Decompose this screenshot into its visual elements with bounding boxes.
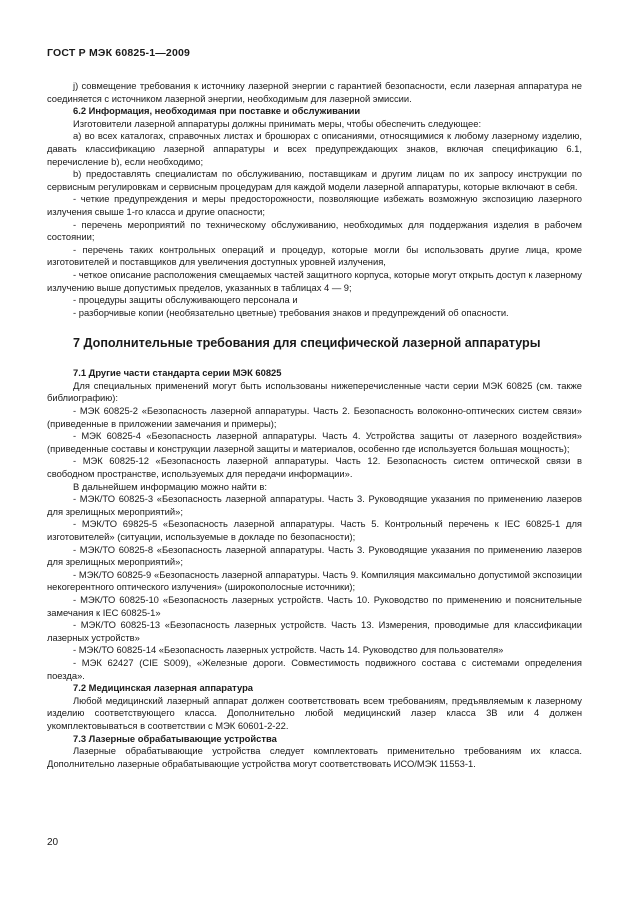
list-item: - МЭК 60825-4 «Безопасность лазерной аппаратуры. Часть 4. Устройства защиты от лазерного воздействия» (приведенные составы и конструкции лазерной защиты и материалов, особенно где используется большая мощность); [47,430,582,454]
paragraph: b) предоставлять специалистам по обслуживанию, поставщикам и другим лицам по их запросу инструкции по сервисным регулировкам и сервисным процедурам для каждой модели лазерной аппаратуры, которые включают в себя. [47,168,582,192]
list-item: - МЭК/ТО 60825-8 «Безопасность лазерной аппаратуры. Часть 3. Руководящие указания по применению лазеров для зрелищных мероприятий»; [47,543,582,568]
page-number: 20 [47,837,59,848]
document-header: ГОСТ Р МЭК 60825-1—2009 [47,47,191,59]
list-item: - процедуры защиты обслуживающего персонала и [73,294,298,306]
list-item: - разборчивые копии (необязательно цветные) требования знаков и предупреждений об опасности. [73,306,509,318]
section-heading-7-2: 7.2 Медицинская лазерная аппаратура [73,682,254,694]
list-item: - МЭК 60825-12 «Безопасность лазерной аппаратуры. Часть 12. Безопасность систем оптической связи в свободном пространстве, используемых для передачи информации». [47,455,582,480]
list-item: - МЭК/ТО 60825-9 «Безопасность лазерной аппаратуры. Часть 9. Компиляция максимально допустимой экспозиции некогерентного оптического излучения» (широкополосные источники); [47,568,582,593]
list-item: - МЭК/ТО 60825-10 «Безопасность лазерных устройств. Часть 10. Руководство по применению и пояснительные замечания к IEC 60825-1» [47,593,582,618]
list-item: - МЭК 60825-2 «Безопасность лазерной аппаратуры. Часть 2. Безопасность волоконно-оптических систем связи» (приведенные в приложении замечания и примеры); [47,405,582,429]
section-7-1-body [47,380,582,682]
list-item: - четкие предупреждения и меры предосторожности, позволяющие избежать возможную экспозицию лазерного излучения свыше 1-го класса и другие опасности; [47,193,582,217]
paragraph: Лазерные обрабатывающие устройства следует комплектовать применительно требованиям их класса. Дополнительно лазерные обрабатывающие устройства могут соответствовать ИСО/МЭК 11553-1. [47,745,582,769]
section-heading-7-3: 7.3 Лазерные обрабатывающие устройства [73,732,277,744]
paragraph: В дальнейшем информацию можно найти в: [73,480,267,492]
list-item: - МЭК 62427 (CIE S009), «Железные дороги. Совместимость подвижного состава с системами определения поезда». [47,656,582,681]
page-body [47,80,582,770]
list-item: - МЭК/ТО 69825-5 «Безопасность лазерной аппаратуры. Часть 5. Контрольный перечень к IEC 60825-1 для изготовителей» (ситуации, используемые в докладе по безопасности); [47,518,582,542]
list-item: - перечень таких контрольных операций и процедур, которые могли бы использовать другие лица, кроме изготовителей и поставщиков для увеличения доступных уровней излучения, [47,243,582,268]
section-6-2-body [47,118,582,320]
paragraph: Для специальных применений могут быть использованы нижеперечисленные части серии МЭК 60825 (см. также библиографию): [47,379,582,404]
section-heading-7: 7 Дополнительные требования для специфической лазерной аппаратуры [73,336,541,351]
section-heading-6-2: 6.2 Информация, необходимая при поставке и обслуживании [73,105,361,117]
list-item: - четкое описание расположения смещаемых частей защитного корпуса, которые могут открыть доступ к лазерному излучению выше допустимых пределов, указанных в таблицах 4 — 9; [47,268,582,293]
list-item: - перечень мероприятий по техническому обслуживанию, необходимых для поддержания изделия в рабочем состоянии; [47,218,582,243]
list-item: - МЭК/ТО 60825-3 «Безопасность лазерной аппаратуры. Часть 3. Руководящие указания по применению лазеров для зрелищных мероприятий»; [47,493,582,517]
list-item: - МЭК/ТО 60825-14 «Безопасность лазерных устройств. Часть 14. Руководство для пользователя» [73,644,504,656]
paragraph: j) совмещение требования к источнику лазерной энергии с гарантией безопасности, если лазерная аппаратура не соединяется с источником лазерной энергии, необходимым для лазерной эмиссии. [47,80,582,104]
section-heading-7-1: 7.1 Другие части стандарта серии МЭК 60825 [73,367,282,379]
paragraph: Изготовители лазерной аппаратуры должны принимать меры, чтобы обеспечить следующее: [73,117,482,129]
list-item: - МЭК/ТО 60825-13 «Безопасность лазерных устройств. Часть 13. Измерения, проводимые для классификации лазерных устройств» [47,619,582,643]
paragraph: Любой медицинский лазерный аппарат должен соответствовать всем требованиям, предъявляемым к лазерному изделию соответствующего класса. Дополнительно любой медицинский лазер класса 3В или 4 должен укомплектовываться в соответствии с МЭК 60601-2-22. [47,694,582,731]
paragraph: а) во всех каталогах, справочных листах и брошюрах с описаниями, относящимися к любому лазерному изделию, давать классификацию лазерной аппаратуры и всех предупреждающих знаков, включая спецификацию 6.1, перечисление b), если необходимо; [47,130,582,167]
